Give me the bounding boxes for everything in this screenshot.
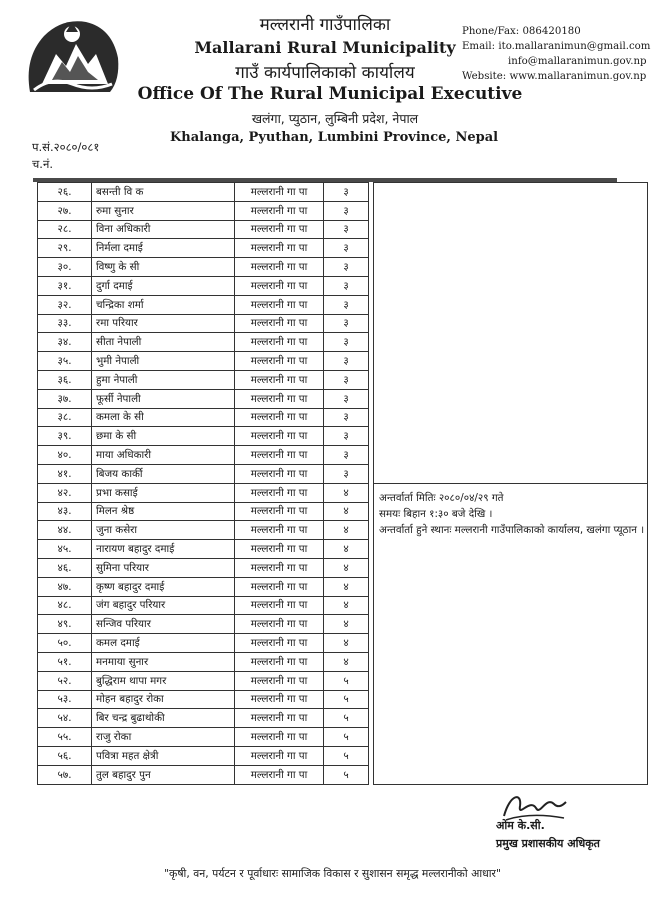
- serial-number: ४३.: [38, 502, 92, 521]
- candidate-name: भुमी नेपाली: [92, 352, 235, 371]
- ward-number: ४: [324, 483, 369, 502]
- column-gap: [369, 446, 374, 465]
- column-gap: [369, 577, 374, 596]
- candidate-address: मल्लरानी गा पा: [235, 333, 324, 352]
- serial-number: ४५.: [38, 540, 92, 559]
- candidate-name: कृष्ण बहादुर दमाई: [92, 577, 235, 596]
- website: Website: www.mallaranimun.gov.np: [462, 71, 647, 82]
- signatory-title: प्रमुख प्रशासकीय अधिकृत: [496, 837, 600, 850]
- serial-number: २७.: [38, 201, 92, 220]
- candidate-name: सुमिना परियार: [92, 558, 235, 577]
- column-gap: [369, 427, 374, 446]
- column-gap: [369, 521, 374, 540]
- serial-number: ४७.: [38, 577, 92, 596]
- serial-number: ५०.: [38, 634, 92, 653]
- column-gap: [369, 352, 374, 371]
- candidate-name: कमला के सी: [92, 408, 235, 427]
- column-gap: [369, 765, 374, 784]
- serial-number: २६.: [38, 183, 92, 202]
- ward-number: ३: [324, 408, 369, 427]
- serial-number: २८.: [38, 220, 92, 239]
- candidate-name: कमल दमाई: [92, 634, 235, 653]
- candidate-list-table: [37, 182, 648, 785]
- serial-number: ३२.: [38, 295, 92, 314]
- dispatch-number: च.नं.: [32, 157, 53, 171]
- candidate-address: मल्लरानी गा पा: [235, 370, 324, 389]
- ward-number: ४: [324, 596, 369, 615]
- ward-number: ३: [324, 427, 369, 446]
- candidate-name: बिर चन्द्र बुढाथोकी: [92, 709, 235, 728]
- column-gap: [369, 596, 374, 615]
- candidate-address: मल्लरानी गा पा: [235, 765, 324, 784]
- candidate-address: मल्लरानी गा पा: [235, 276, 324, 295]
- ward-number: ५: [324, 765, 369, 784]
- municipality-name-nepali: मल्लरानी गाउँपालिका: [259, 15, 391, 35]
- signatory-name: ओम के.सी.: [496, 819, 545, 832]
- candidate-address: मल्लरानी गा पा: [235, 728, 324, 747]
- serial-number: ४२.: [38, 483, 92, 502]
- footer-motto: "कृषी, वन, पर्यटन र पूर्वाधारः सामाजिक विकास र सुशासन समृद्ध मल्लरानीको आधार": [164, 867, 501, 880]
- candidate-name: मिलन श्रेष्ठ: [92, 502, 235, 521]
- ward-number: ५: [324, 709, 369, 728]
- email-primary: Email: ito.mallaranimun@gmail.com: [462, 41, 651, 52]
- phone-fax: Phone/Fax: 086420180: [462, 26, 581, 37]
- candidate-address: मल्लरानी गा पा: [235, 577, 324, 596]
- column-gap: [369, 295, 374, 314]
- candidate-name: फूर्सी नेपाली: [92, 389, 235, 408]
- serial-number: ४९.: [38, 615, 92, 634]
- serial-number: ३८.: [38, 408, 92, 427]
- candidate-address: मल्लरानी गा पा: [235, 596, 324, 615]
- interview-time: समयः बिहान १:३० बजे देखि ।: [379, 507, 493, 520]
- serial-number: ३६.: [38, 370, 92, 389]
- column-gap: [369, 671, 374, 690]
- serial-number: ३०.: [38, 258, 92, 277]
- candidate-address: मल्लरानी गा पा: [235, 201, 324, 220]
- candidate-address: मल्लरानी गा पा: [235, 634, 324, 653]
- candidate-address: मल्लरानी गा पा: [235, 521, 324, 540]
- ward-number: ३: [324, 201, 369, 220]
- serial-number: २९.: [38, 239, 92, 258]
- serial-number: ५१.: [38, 652, 92, 671]
- serial-number: ४४.: [38, 521, 92, 540]
- serial-number: ३३.: [38, 314, 92, 333]
- column-gap: [369, 220, 374, 239]
- candidate-name: बिजय कार्की: [92, 464, 235, 483]
- ward-number: ४: [324, 577, 369, 596]
- contact-block: [462, 24, 662, 84]
- candidate-address: मल्लरानी गा पा: [235, 314, 324, 333]
- ward-number: ३: [324, 258, 369, 277]
- serial-number: ५५.: [38, 728, 92, 747]
- ward-number: ५: [324, 671, 369, 690]
- candidate-name: बुद्धिराम थापा मगर: [92, 671, 235, 690]
- candidate-name: पवित्रा महत क्षेत्री: [92, 746, 235, 765]
- column-gap: [369, 408, 374, 427]
- ward-number: ५: [324, 746, 369, 765]
- ward-number: ३: [324, 446, 369, 465]
- interview-note-cell: [374, 483, 648, 784]
- table-row: [38, 483, 648, 502]
- column-gap: [369, 314, 374, 333]
- ward-number: ४: [324, 558, 369, 577]
- candidate-address: मल्लरानी गा पा: [235, 652, 324, 671]
- candidate-address: मल्लरानी गा पा: [235, 427, 324, 446]
- ward-number: ४: [324, 634, 369, 653]
- column-gap: [369, 201, 374, 220]
- candidate-name: मनमाया सुनार: [92, 652, 235, 671]
- candidate-address: मल्लरानी गा पा: [235, 709, 324, 728]
- candidate-address: मल्लरानी गा पा: [235, 540, 324, 559]
- notes-cell-empty: [374, 183, 648, 484]
- ward-number: ४: [324, 521, 369, 540]
- serial-number: ३१.: [38, 276, 92, 295]
- column-gap: [369, 709, 374, 728]
- ward-number: ४: [324, 540, 369, 559]
- candidate-address: मल्लरानी गा पा: [235, 183, 324, 202]
- ward-number: ५: [324, 728, 369, 747]
- serial-number: ३४.: [38, 333, 92, 352]
- candidate-name: नारायण बहादुर दमाई: [92, 540, 235, 559]
- candidate-name: विष्णु के सी: [92, 258, 235, 277]
- municipality-name-english: Mallarani Rural Municipality: [194, 38, 456, 57]
- column-gap: [369, 728, 374, 747]
- candidate-name: सन्जिव परियार: [92, 615, 235, 634]
- candidate-address: मल्लरानी गा पा: [235, 502, 324, 521]
- column-gap: [369, 634, 374, 653]
- candidate-address: मल्लरानी गा पा: [235, 220, 324, 239]
- column-gap: [369, 464, 374, 483]
- ward-number: ३: [324, 295, 369, 314]
- ward-number: ३: [324, 220, 369, 239]
- column-gap: [369, 389, 374, 408]
- column-gap: [369, 370, 374, 389]
- address-nepali: खलंगा, प्युठान, लुम्बिनी प्रदेश, नेपाल: [251, 111, 419, 126]
- ward-number: ३: [324, 276, 369, 295]
- column-gap: [369, 333, 374, 352]
- office-name-nepali: गाउँ कार्यपालिकाको कार्यालय: [235, 63, 415, 83]
- candidate-address: मल्लरानी गा पा: [235, 690, 324, 709]
- candidate-address: मल्लरानी गा पा: [235, 446, 324, 465]
- candidate-address: मल्लरानी गा पा: [235, 239, 324, 258]
- column-gap: [369, 540, 374, 559]
- column-gap: [369, 258, 374, 277]
- candidate-name: माया अधिकारी: [92, 446, 235, 465]
- ward-number: ३: [324, 389, 369, 408]
- serial-number: ४०.: [38, 446, 92, 465]
- candidate-name: सीता नेपाली: [92, 333, 235, 352]
- candidate-name: निर्मला दमाई: [92, 239, 235, 258]
- column-gap: [369, 652, 374, 671]
- ward-number: ३: [324, 464, 369, 483]
- candidate-name: जंग बहादुर परियार: [92, 596, 235, 615]
- ward-number: ५: [324, 690, 369, 709]
- serial-number: ५४.: [38, 709, 92, 728]
- candidate-name: चन्द्रिका शर्मा: [92, 295, 235, 314]
- office-name-english: Office Of The Rural Municipal Executive: [137, 84, 523, 104]
- interview-venue: अन्तर्वार्ता हुने स्थानः मल्लरानी गाउँपालिकाको कार्यालय, खलंगा प्यूठान ।: [379, 523, 645, 536]
- serial-number: ४८.: [38, 596, 92, 615]
- column-gap: [369, 276, 374, 295]
- candidate-name: बसन्ती वि क: [92, 183, 235, 202]
- candidate-name: जुना कसेरा: [92, 521, 235, 540]
- interview-date: अन्तर्वार्ता मितिः २०८०/०४/२९ गते: [379, 491, 504, 504]
- ward-number: ३: [324, 183, 369, 202]
- serial-number: ३९.: [38, 427, 92, 446]
- email-secondary: info@mallaranimun.gov.np: [508, 56, 647, 67]
- address-english: Khalanga, Pyuthan, Lumbini Province, Nepal: [170, 130, 499, 145]
- serial-number: ४६.: [38, 558, 92, 577]
- ward-number: ३: [324, 370, 369, 389]
- candidate-address: मल्लरानी गा पा: [235, 258, 324, 277]
- ward-number: ४: [324, 652, 369, 671]
- candidate-address: मल्लरानी गा पा: [235, 295, 324, 314]
- candidate-address: मल्लरानी गा पा: [235, 352, 324, 371]
- ward-number: ३: [324, 352, 369, 371]
- ward-number: ३: [324, 314, 369, 333]
- serial-number: ५३.: [38, 690, 92, 709]
- candidate-name: तुल बहादुर पुन: [92, 765, 235, 784]
- candidate-address: मल्लरानी गा पा: [235, 746, 324, 765]
- ward-number: ४: [324, 502, 369, 521]
- candidate-name: विना अधिकारी: [92, 220, 235, 239]
- candidate-address: मल्लरानी गा पा: [235, 671, 324, 690]
- candidate-name: रमा परियार: [92, 314, 235, 333]
- column-gap: [369, 615, 374, 634]
- column-gap: [369, 239, 374, 258]
- table-row: [38, 183, 648, 202]
- column-gap: [369, 558, 374, 577]
- column-gap: [369, 690, 374, 709]
- candidate-name: रुमा सुनार: [92, 201, 235, 220]
- candidate-name: राजु रोका: [92, 728, 235, 747]
- candidate-address: मल्लरानी गा पा: [235, 464, 324, 483]
- ward-number: ३: [324, 239, 369, 258]
- candidate-name: छमा के सी: [92, 427, 235, 446]
- serial-number: ३५.: [38, 352, 92, 371]
- nepal-emblem-logo: [22, 14, 122, 96]
- candidate-name: मोहन बहादुर रोका: [92, 690, 235, 709]
- serial-number: ४१.: [38, 464, 92, 483]
- serial-number: ५२.: [38, 671, 92, 690]
- candidate-address: मल्लरानी गा पा: [235, 408, 324, 427]
- candidate-address: मल्लरानी गा पा: [235, 558, 324, 577]
- candidate-address: मल्लरानी गा पा: [235, 483, 324, 502]
- column-gap: [369, 746, 374, 765]
- ward-number: ४: [324, 615, 369, 634]
- candidate-address: मल्लरानी गा पा: [235, 615, 324, 634]
- column-gap: [369, 502, 374, 521]
- candidate-name: हुमा नेपाली: [92, 370, 235, 389]
- candidate-name: दुर्गा दमाई: [92, 276, 235, 295]
- candidate-name: प्रभा कसाई: [92, 483, 235, 502]
- serial-number: ५६.: [38, 746, 92, 765]
- serial-number: ३७.: [38, 389, 92, 408]
- letter-number: प.सं.२०८०/०८१: [32, 140, 100, 154]
- serial-number: ५७.: [38, 765, 92, 784]
- candidate-address: मल्लरानी गा पा: [235, 389, 324, 408]
- ward-number: ३: [324, 333, 369, 352]
